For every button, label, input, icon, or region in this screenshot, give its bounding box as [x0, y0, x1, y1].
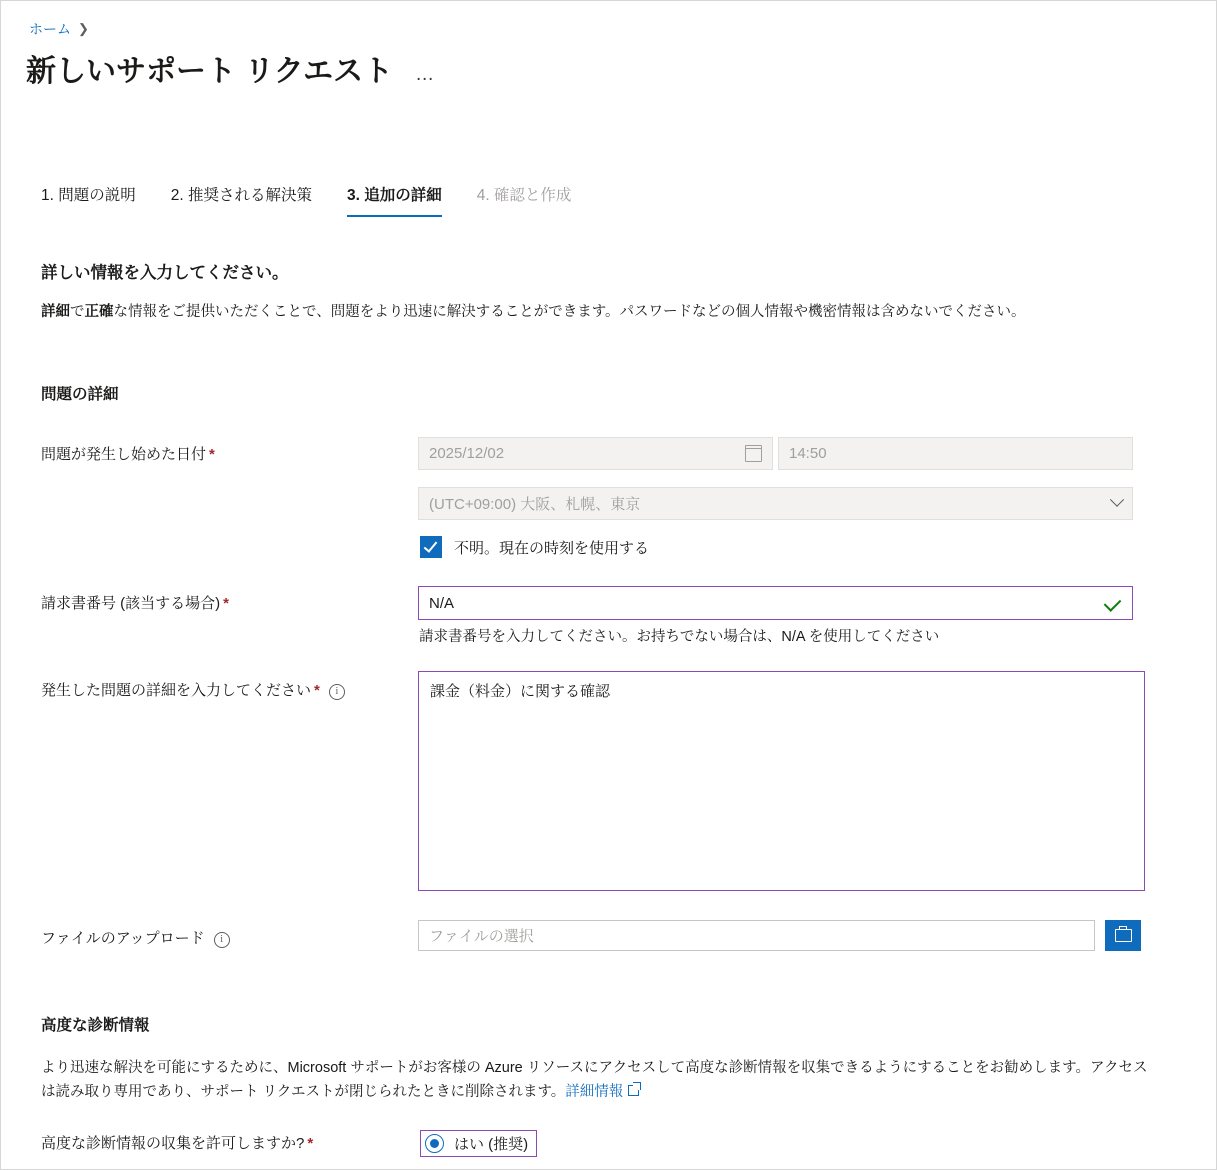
learn-more-link[interactable]: 詳細情報 [565, 1084, 624, 1100]
tab-problem-description[interactable]: 1. 問題の説明 [41, 187, 136, 204]
time-input[interactable] [778, 437, 1133, 470]
advanced-diagnostics-body-text: より迅速な解決を可能にするために、Microsoft サポートがお客様の Azure リソースにアクセスして高度な診断情報を収集できるようにすることをお勧めします。アクセスは読み取り専用であり、サポート リクエストが閉じられたときに削除されます。 [41, 1060, 1148, 1100]
problem-details-heading: 問題の詳細 [41, 386, 119, 403]
instructions-body [41, 301, 1026, 323]
title-row [26, 53, 436, 91]
description-field-label-text: 発生した問題の詳細を入力してください [41, 682, 312, 699]
required-asterisk: * [307, 1135, 314, 1152]
calendar-icon[interactable] [745, 445, 762, 462]
required-asterisk: * [209, 446, 215, 463]
date-field-label [41, 445, 215, 465]
valid-check-icon [1104, 594, 1122, 612]
breadcrumb-home-link[interactable]: ホーム [29, 21, 71, 37]
tab-additional-details[interactable]: 3. 追加の詳細 [347, 183, 459, 217]
chevron-right-icon: ❯ [78, 21, 89, 36]
required-asterisk: * [314, 682, 320, 699]
diagnostics-consent-yes-label: はい (推奨) [454, 1136, 529, 1153]
invoice-help-text: 請求書番号を入力してください。お持ちでない場合は、N/A を使用してください [419, 629, 940, 645]
breadcrumb [29, 19, 89, 39]
diagnostics-consent-label [41, 1134, 313, 1154]
checkbox-checked-icon [420, 536, 442, 558]
timezone-value: (UTC+09:00) 大阪、札幌、東京 [429, 496, 641, 513]
more-options-icon[interactable]: … [415, 64, 437, 85]
timezone-select[interactable] [418, 487, 1133, 520]
file-path-input[interactable] [418, 920, 1095, 951]
description-field-label [41, 681, 345, 701]
page-title: 新しいサポート リクエスト [26, 55, 394, 88]
radio-selected-icon [425, 1134, 444, 1153]
invoice-field-label [41, 594, 229, 614]
folder-icon [1115, 929, 1132, 942]
date-input[interactable] [418, 437, 773, 470]
description-textarea[interactable]: 課金（料金）に関する確認 [418, 671, 1145, 891]
date-input-value: 2025/12/02 [429, 445, 505, 462]
file-upload-label [41, 929, 230, 949]
invoice-field-label-text: 請求書番号 (該当する場合) [41, 595, 221, 612]
advanced-diagnostics-heading: 高度な診断情報 [41, 1017, 150, 1034]
diagnostics-consent-yes-radio[interactable] [420, 1130, 537, 1157]
invoice-input-value: N/A [429, 594, 455, 612]
diagnostics-consent-label-text: 高度な診断情報の収集を許可しますか? [41, 1135, 305, 1152]
instructions-bold-1: 詳細 [41, 304, 70, 320]
date-field-label-text: 問題が発生し始めた日付 [41, 446, 207, 463]
file-browse-button[interactable] [1105, 920, 1141, 951]
use-current-time-label: 不明。現在の時刻を使用する [454, 539, 650, 557]
time-input-value: 14:50 [789, 445, 827, 462]
advanced-diagnostics-body [41, 1056, 1151, 1104]
chevron-down-icon [1110, 492, 1124, 506]
wizard-tabs [41, 183, 606, 217]
instructions-heading: 詳しい情報を入力してください。 [41, 264, 289, 282]
info-icon[interactable]: i [214, 932, 230, 948]
info-icon[interactable]: i [329, 684, 345, 700]
file-input-placeholder: ファイルの選択 [429, 928, 534, 945]
instructions-rest: な情報をご提供いただくことで、問題をより迅速に解決することができます。パスワードなどの個人情報や機密情報は含めないでください。 [113, 304, 1026, 320]
instructions-bold-2: 正確 [84, 304, 114, 320]
tab-recommended-solution[interactable]: 2. 推奨される解決策 [170, 187, 312, 204]
tab-review-create: 4. 確認と作成 [476, 187, 572, 204]
use-current-time-checkbox[interactable] [420, 536, 649, 558]
file-upload-label-text: ファイルのアップロード [41, 930, 205, 947]
invoice-number-input[interactable] [418, 586, 1133, 620]
instructions-mid-1: で [70, 304, 85, 320]
external-link-icon [628, 1085, 639, 1096]
required-asterisk: * [223, 595, 230, 612]
